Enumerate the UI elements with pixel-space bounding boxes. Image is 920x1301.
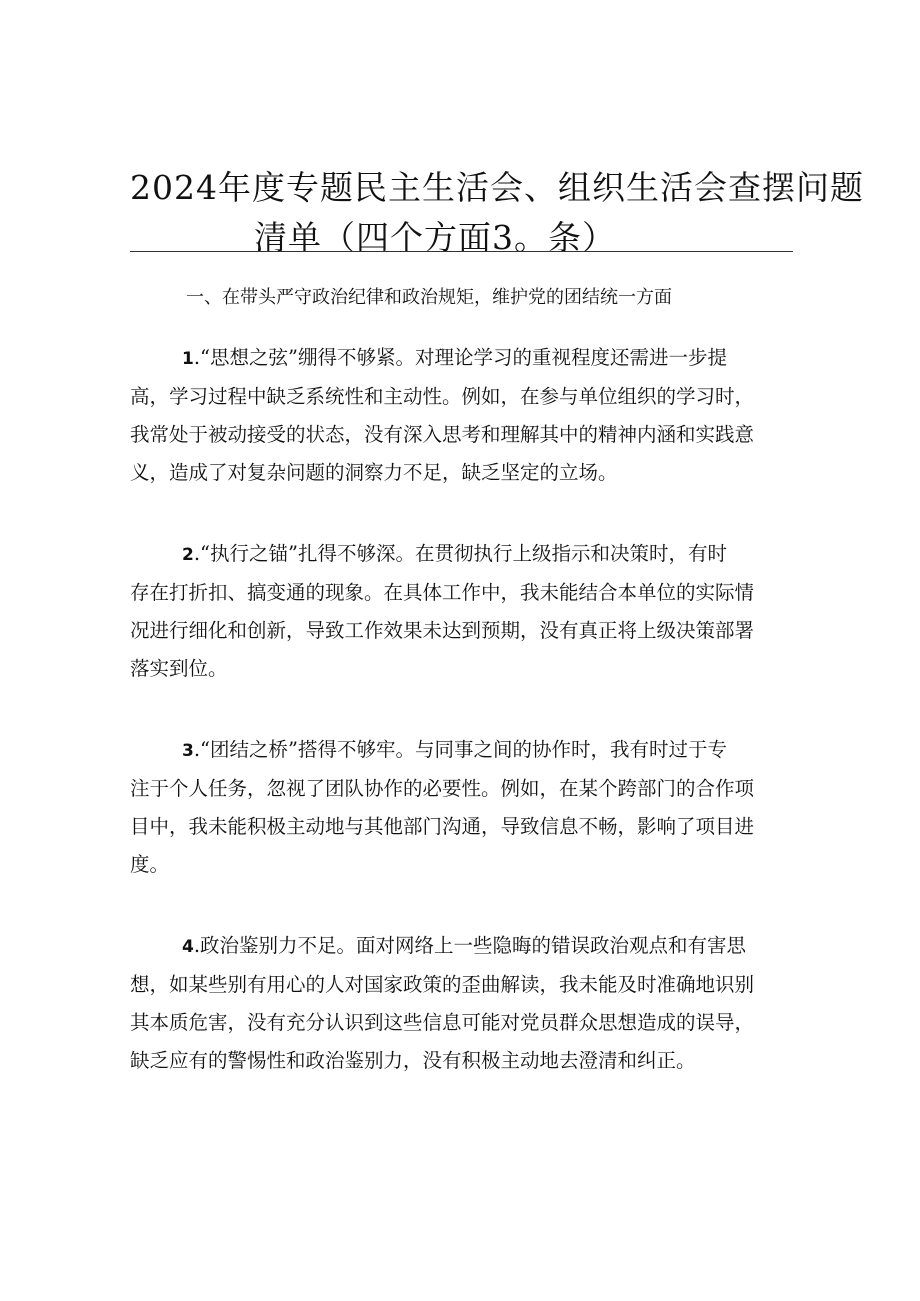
paragraph-line bbox=[130, 927, 780, 966]
paragraph-line: 我常处于被动接受的状态，没有深入思考和理解其中的精神内涵和实践意 bbox=[130, 423, 755, 446]
paragraph-2 bbox=[130, 535, 780, 688]
paragraph-line bbox=[130, 339, 780, 378]
paragraph-line: 况进行细化和创新，导致工作效果未达到预期，没有真正将上级决策部署 bbox=[130, 619, 755, 642]
paragraph-line: 存在打折扣、搞变通的现象。在具体工作中，我未能结合本单位的实际情 bbox=[130, 581, 755, 604]
section-heading: 一、在带头严守政治纪律和政治规矩，维护党的团结统一方面 bbox=[186, 287, 672, 308]
paragraph-line: 落实到位。 bbox=[130, 657, 228, 680]
item-number: 3 bbox=[182, 741, 194, 761]
paragraph-3 bbox=[130, 731, 780, 884]
line-text: .“思想之弦”绷得不够紧。对理论学习的重视程度还需进一步提 bbox=[193, 346, 727, 369]
item-number: 4 bbox=[182, 937, 194, 957]
title-line-1: 2024年度专题民主生活会、组织生活会查摆问题 bbox=[130, 168, 864, 207]
line-text: .“执行之锚”扎得不够深。在贯彻执行上级指示和决策时，有时 bbox=[193, 542, 727, 565]
item-number: 2 bbox=[182, 545, 194, 565]
line-text: .政治鉴别力不足。面对网络上一些隐晦的错误政治观点和有害思 bbox=[193, 934, 747, 957]
item-number: 1 bbox=[182, 349, 194, 369]
paragraph-line: 目中，我未能积极主动地与其他部门沟通，导致信息不畅，影响了项目进 bbox=[130, 815, 755, 838]
paragraph-line: 其本质危害，没有充分认识到这些信息可能对党员群众思想造成的误导， bbox=[130, 1011, 755, 1034]
paragraph-line: 度。 bbox=[130, 853, 170, 876]
line-text: .“团结之桥”搭得不够牢。与同事之间的协作时，我有时过于专 bbox=[193, 738, 727, 761]
document-title bbox=[130, 163, 864, 263]
paragraph-line: 高，学习过程中缺乏系统性和主动性。例如，在参与单位组织的学习时， bbox=[130, 385, 755, 408]
paragraph-line bbox=[130, 535, 780, 574]
paragraph-line: 缺乏应有的警惕性和政治鉴别力，没有积极主动地去澄清和纠正。 bbox=[130, 1049, 696, 1072]
paragraph-line bbox=[130, 731, 780, 770]
paragraph-line: 义，造成了对复杂问题的洞察力不足，缺乏坚定的立场。 bbox=[130, 461, 618, 484]
paragraph-line: 想，如某些别有用心的人对国家政策的歪曲解读，我未能及时准确地识别 bbox=[130, 973, 755, 996]
paragraph-1 bbox=[130, 339, 780, 492]
title-underline bbox=[130, 251, 793, 252]
paragraph-line: 注于个人任务，忽视了团队协作的必要性。例如，在某个跨部门的合作项 bbox=[130, 777, 755, 800]
paragraph-4 bbox=[130, 927, 780, 1080]
title-line-2: 清单（四个方面3。条） bbox=[254, 218, 616, 257]
